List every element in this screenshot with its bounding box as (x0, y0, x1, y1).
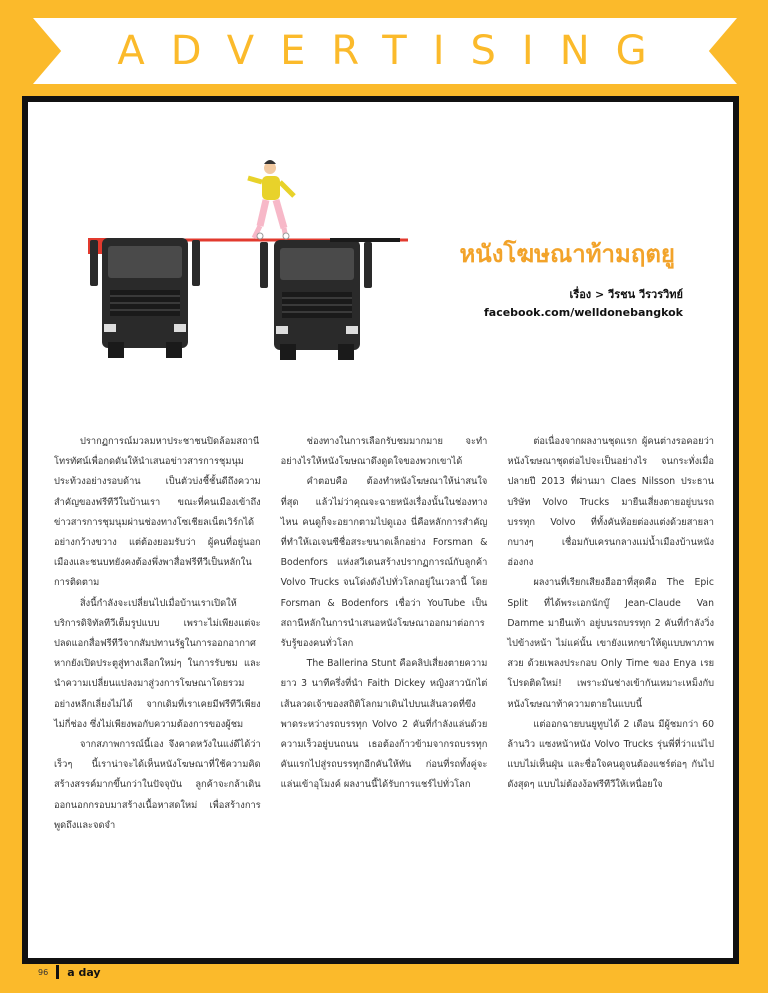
paragraph: คำตอบคือ ต้องทำหนังโฆษณาให้น่าสนใจที่สุด แล้วไม่ว่าคุณจะฉายหนังเรื่องนั้นในช่องทางไหน คนดูก็จะอยากตามไปดูเอง นี่คือหลักการสำคัญที่ทำให้เอเจนซีชื่อสระขนาดเล็กอย่าง Forsman & Bodenfors แห่งสวีเดนสร้างปรากฏการณ์กับลูกค้า Volvo Trucks จนโด่งดังไปทั่วโลกอยู่ในเวลานี้ โดย Forsman & Bodenfors เชื่อว่า YouTube เป็นสถานีหลักในการนำเสนอหนังโฆษณาออกมาต่อการรับรู้ของคนทั่วโลก (280, 476, 488, 650)
left-truck-illustration (88, 238, 200, 358)
paragraph: แต่ออกฉายบนยูทูบได้ 2 เดือน มีผู้ชมกว่า 60 ล้านวิว แซงหน้าหนัง Volvo Trucks รุ่นพี่ที่ว่าแน่ไปแบบไม่เห็นฝุ่น และชื่อใจคนดูจนต้องแชร์ต่อๆ กันไปดังสุดๆ แบบไม่ต้องง้อฟรีทีวีให้เหนื่อยใจ (507, 718, 715, 791)
footer-divider (56, 965, 59, 979)
magazine-name: a day (67, 965, 101, 979)
column-3 (507, 432, 714, 836)
paragraph: ช่องทางในการเลือกรับชมมากมาย จะทำอย่างไรให้หนังโฆษณาดึงดูดใจของพวกเขาได้ (280, 436, 488, 468)
paragraph: สิ่งนี้กำลังจะเปลี่ยนไปเมื่อบ้านเราเปิดให้บริการดิจิทัลทีวีเต็มรูปแบบ เพราะไม่เพียงแต่จะปลดแอกสื่อฟรีทีวีจากสัมปทานรัฐในการออกอากาศ หากยังเปิดประตูสู่ทางเลือกใหม่ๆ ในการรับชม และนำความเปลี่ยนแปลงมาสู่วงการโฆษณาโดยรวมอย่างหลีกเลี่ยงไม่ได้ จากเดิมที่เราเคยมีฟรีทีวีเพียงไม่กี่ช่อง ซึ่งไม่เพียงพอกับความต้องการของผู้ชม (54, 597, 261, 730)
ballerina-figure-illustration (248, 160, 294, 239)
page-footer (38, 962, 101, 982)
paragraph: จากสภาพการณ์นี้เอง จึงคาดหวังในแง่ดีได้ว่าเร็วๆ นี้เราน่าจะได้เห็นหนังโฆษณาที่ใช้ความคิดสร้างสรรค์มากขึ้นกว่าในปัจจุบัน ลูกค้าจะกล้าเดินออกนอกกรอบมาสร้างเนื้อหาสดใหม่ เพื่อสร้างการพูดถึงและจดจำ (54, 739, 261, 831)
column-2 (281, 432, 488, 836)
social-link[interactable]: facebook.com/welldonebangkok (483, 306, 683, 319)
paragraph: The Ballerina Stunt คือคลิปเสี่ยงตายความยาว 3 นาทีครึ่งที่นำ Faith Dickey หญิงสาวนักไต่เส้นลวดเจ้าของสถิติโลกมาเดินไปบนเส้นลวดที่ขึงพาดระหว่างรถบรรทุก Volvo 2 คันที่กำลังแล่นด้วยความเร็วอยู่บนถนน เธอต้องก้าวข้ามจากรถบรรทุกคันแรกไปสู่รถบรรทุกอีกคันให้ทัน ก่อนที่รถทั้งคู่จะแล่นเข้าอุโมงค์ ผลงานนี้ได้รับการแชร์ไปทั่วโลก (280, 658, 488, 791)
right-truck-illustration (260, 238, 400, 360)
paragraph: ผลงานที่เรียกเสียงฮือฮาที่สุดคือ The Epic Split ที่ได้พระเอกนักบู๊ Jean-Claude Van Damme มายืนเท้า อยู่บนรถบรรทุก 2 คันที่กำลังวิ่งไปข้างหน้า ไม่แค่นั้น เขายังแหกขาให้ดูแบบพาภาพสวย ด้วยเพลงประกอบ Only Time ของ Enya เรย โปรดติดใหม่! เพราะมันช่างเข้ากันเหมาะเหม็งกับหนังโฆษณาท้าความตายในแบบนี้ (507, 577, 715, 710)
article-body (54, 432, 714, 836)
section-title: ADVERTISING (117, 28, 673, 74)
article-title: หนังโฆษณาท้ามฤตยู (459, 240, 675, 268)
author-line: เรื่อง > วีรชน วีรวรวิทย์ (569, 288, 683, 301)
page-number: 96 (38, 967, 49, 977)
truck-stunt-illustration (88, 156, 498, 366)
paragraph: ต่อเนื่องจากผลงานชุดแรก ผู้คนต่างรอคอยว่าหนังโฆษณาชุดต่อไปจะเป็นอย่างไร จนกระทั่งเมื่อปลายปี 2013 ที่ผ่านมา Claes Nilsson ประธานบริษัท Volvo Trucks มายืนเสี่ยงตายอยู่บนรถบรรทุก Volvo ที่ทั้งคันห้อยต่องแต่งด้วยสายลากบางๆ เชื่อมกับเครนกลางแม่น้ำเมืองบ้านหนังฮ่องกง (507, 436, 715, 569)
paragraph: ปรากฏการณ์มวลมหาประชาชนปิดล้อมสถานีโทรทัศน์เพื่อกดดันให้นำเสนอข่าวสารการชุมนุมประท้วงอย่างรอบด้าน เป็นตัวบ่งชี้ชั้นดีถึงความสำคัญของฟรีทีวีในบ้านเรา ขณะที่คนเมืองเข้าถึงข่าวสารการชุมนุมผ่านช่องทางโซเชียลเน็ตเวิร์กได้อย่างกว้างขวาง แต่ต้องยอมรับว่า ผู้คนที่อยู่นอกเมืองและชนบทยังคงต้องพึ่งพาสื่อฟรีทีวีเป็นหลักในการติดตาม (54, 436, 261, 589)
article-card (22, 96, 739, 964)
byline (484, 286, 683, 322)
column-1 (54, 432, 261, 836)
